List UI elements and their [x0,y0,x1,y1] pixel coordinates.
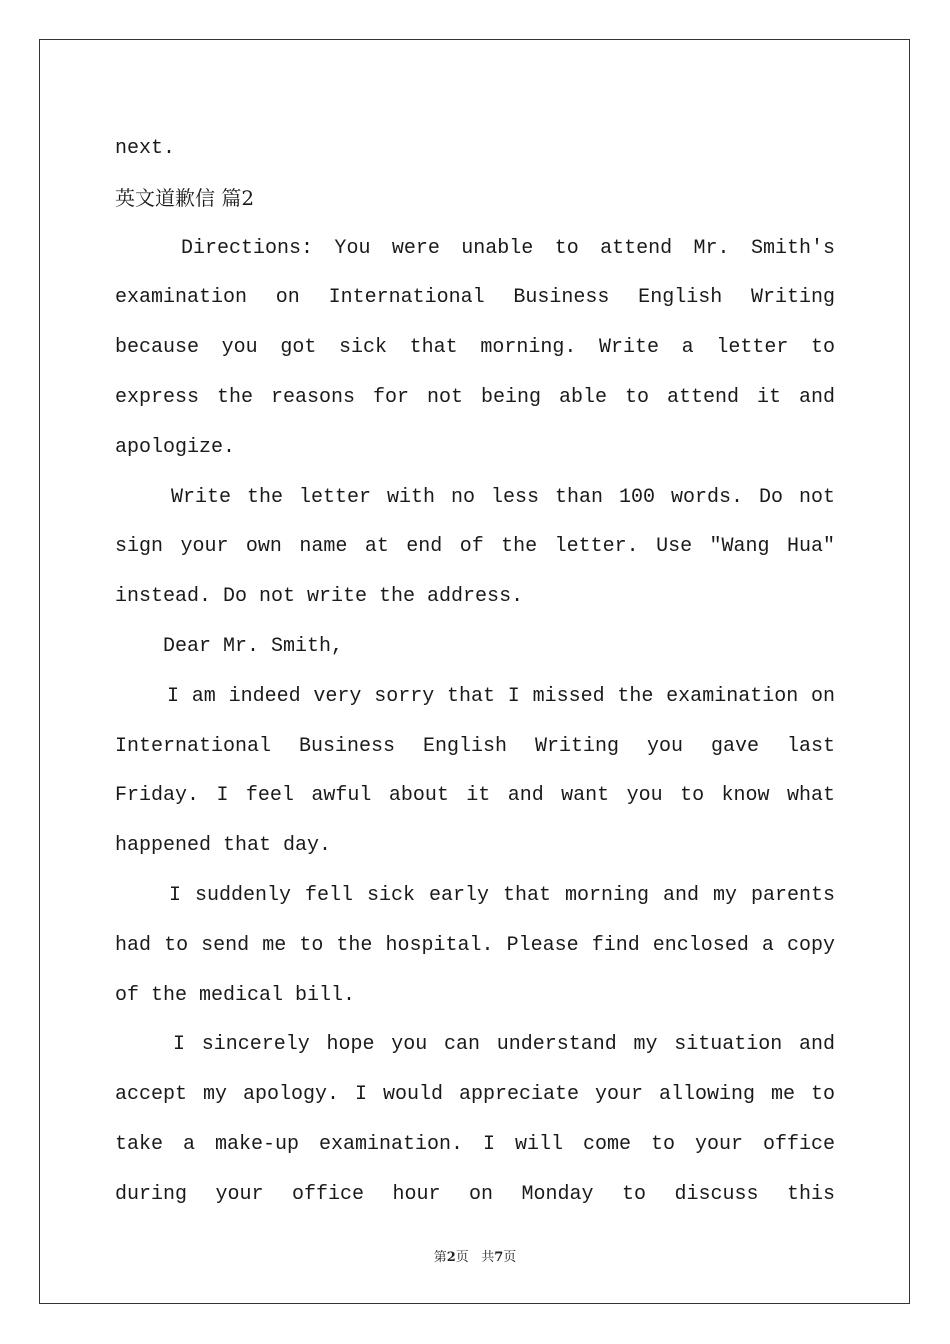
footer-total-prefix: 共 [481,1250,495,1265]
letter-paragraph-1: I am indeed very sorry that I missed the examination on International Business English Writing you gave last Friday. I feel awful about it and want you to know what happened that day. [115,684,835,858]
section-heading: 英文道歉信 篇2 [115,185,255,210]
footer-total-pages: 7 [494,1250,504,1265]
salutation: Dear Mr. Smith, [163,634,344,658]
page-footer [0,1246,950,1265]
footer-page-prefix: 第 [433,1250,447,1265]
directions-paragraph: Directions: You were unable to attend Mr. Smith's examination on International Business English Writing because you got sick that morning. Write a letter to express the reasons for not being able to attend it and apologize. [115,236,835,459]
document-body [115,124,835,1220]
instructions-paragraph: Write the letter with no less than 100 words. Do not sign your own name at end of the letter. Use "Wang Hua" instead. Do not write the address. [115,485,835,609]
footer-page-number: 2 [446,1250,456,1265]
letter-paragraph-3: I sincerely hope you can understand my situation and accept my apology. I would appreciate your allowing me to take a make-up examination. I will come to your office during your office hour on Monday to discuss this [115,1033,835,1206]
continuation-text: next. [115,137,176,160]
letter-paragraph-2: I suddenly fell sick early that morning and my parents had to send me to the hospital. Please find enclosed a copy of the medical bill. [115,883,835,1007]
footer-page-suffix: 页 [455,1250,469,1265]
footer-total-suffix: 页 [503,1250,517,1265]
